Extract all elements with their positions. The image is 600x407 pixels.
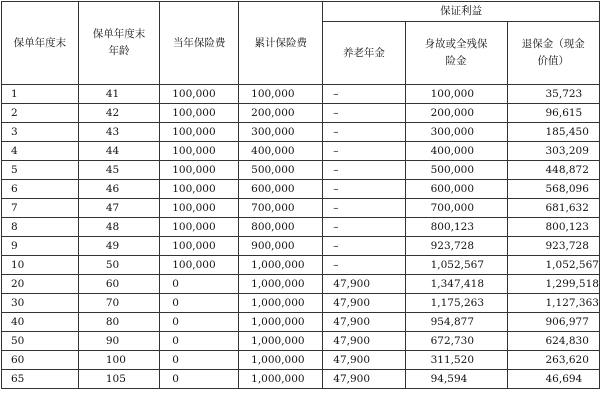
death-benefit-cell: 94,594: [405, 370, 507, 389]
header-annual-premium: 当年保险费: [160, 2, 239, 85]
table-row: [2, 256, 600, 275]
table-row: [2, 180, 600, 199]
age-cell: 41: [78, 85, 159, 104]
annual-premium-cell: 0: [160, 332, 239, 351]
year-end-cell: 7: [2, 199, 79, 218]
death-benefit-cell: 1,052,567: [405, 256, 507, 275]
year-end-cell: 10: [2, 256, 79, 275]
surrender-value-cell: 35,723: [507, 85, 600, 104]
pension-cell: 47,900: [323, 370, 405, 389]
annual-premium-cell: 100,000: [160, 218, 239, 237]
annual-premium-cell: 0: [160, 294, 239, 313]
annual-premium-cell: 100,000: [160, 85, 239, 104]
annual-premium-cell: 100,000: [160, 161, 239, 180]
pension-cell: 47,900: [323, 332, 405, 351]
cumulative-premium-cell: 1,000,000: [239, 370, 323, 389]
surrender-value-cell: 263,620: [507, 351, 600, 370]
age-cell: 43: [78, 123, 159, 142]
pension-cell: –: [323, 237, 405, 256]
table-row: [2, 85, 600, 104]
surrender-value-cell: 800,123: [507, 218, 600, 237]
age-cell: 80: [78, 313, 159, 332]
cumulative-premium-cell: 300,000: [239, 123, 323, 142]
death-benefit-cell: 1,175,263: [405, 294, 507, 313]
death-benefit-cell: 311,520: [405, 351, 507, 370]
pension-cell: 47,900: [323, 313, 405, 332]
year-end-cell: 4: [2, 142, 79, 161]
annual-premium-cell: 0: [160, 370, 239, 389]
pension-cell: –: [323, 199, 405, 218]
death-benefit-cell: 600,000: [405, 180, 507, 199]
surrender-value-cell: 185,450: [507, 123, 600, 142]
table-row: [2, 218, 600, 237]
cumulative-premium-cell: 700,000: [239, 199, 323, 218]
age-cell: 60: [78, 275, 159, 294]
year-end-cell: 50: [2, 332, 79, 351]
table-row: [2, 294, 600, 313]
death-benefit-cell: 200,000: [405, 104, 507, 123]
age-cell: 47: [78, 199, 159, 218]
header-year-end: 保单年度末: [2, 2, 79, 85]
annual-premium-cell: 100,000: [160, 199, 239, 218]
cumulative-premium-cell: 1,000,000: [239, 294, 323, 313]
header-age: 保单年度末年龄: [78, 2, 159, 85]
death-benefit-cell: 1,347,418: [405, 275, 507, 294]
table-row: [2, 313, 600, 332]
surrender-value-cell: 303,209: [507, 142, 600, 161]
annual-premium-cell: 100,000: [160, 142, 239, 161]
age-cell: 45: [78, 161, 159, 180]
pension-cell: 47,900: [323, 275, 405, 294]
year-end-cell: 30: [2, 294, 79, 313]
surrender-value-cell: 681,632: [507, 199, 600, 218]
pension-cell: –: [323, 180, 405, 199]
death-benefit-cell: 100,000: [405, 85, 507, 104]
year-end-cell: 8: [2, 218, 79, 237]
cumulative-premium-cell: 1,000,000: [239, 256, 323, 275]
death-benefit-cell: 923,728: [405, 237, 507, 256]
surrender-value-cell: 448,872: [507, 161, 600, 180]
table-row: [2, 275, 600, 294]
pension-cell: 47,900: [323, 294, 405, 313]
year-end-cell: 6: [2, 180, 79, 199]
year-end-cell: 2: [2, 104, 79, 123]
year-end-cell: 9: [2, 237, 79, 256]
cumulative-premium-cell: 100,000: [239, 85, 323, 104]
year-end-cell: 5: [2, 161, 79, 180]
cumulative-premium-cell: 1,000,000: [239, 351, 323, 370]
table-row: [2, 332, 600, 351]
surrender-value-cell: 568,096: [507, 180, 600, 199]
pension-cell: 47,900: [323, 351, 405, 370]
table-row: [2, 123, 600, 142]
annual-premium-cell: 100,000: [160, 180, 239, 199]
surrender-value-cell: 906,977: [507, 313, 600, 332]
table-row: [2, 142, 600, 161]
death-benefit-cell: 300,000: [405, 123, 507, 142]
cumulative-premium-cell: 1,000,000: [239, 275, 323, 294]
table-row: [2, 161, 600, 180]
year-end-cell: 40: [2, 313, 79, 332]
cumulative-premium-cell: 200,000: [239, 104, 323, 123]
death-benefit-cell: 954,877: [405, 313, 507, 332]
table-row: [2, 351, 600, 370]
annual-premium-cell: 100,000: [160, 104, 239, 123]
header-guaranteed-benefits: 保证利益: [323, 2, 600, 22]
year-end-cell: 1: [2, 85, 79, 104]
age-cell: 90: [78, 332, 159, 351]
age-cell: 42: [78, 104, 159, 123]
age-cell: 49: [78, 237, 159, 256]
age-cell: 44: [78, 142, 159, 161]
age-cell: 48: [78, 218, 159, 237]
death-benefit-cell: 400,000: [405, 142, 507, 161]
age-cell: 105: [78, 370, 159, 389]
header-surrender-value: 退保金（现金价值）: [507, 22, 600, 85]
table-body: [2, 85, 600, 389]
header-death-benefit: 身故或全残保险金: [405, 22, 507, 85]
cumulative-premium-cell: 800,000: [239, 218, 323, 237]
pension-cell: –: [323, 123, 405, 142]
year-end-cell: 3: [2, 123, 79, 142]
annual-premium-cell: 100,000: [160, 123, 239, 142]
header-cumulative-premium: 累计保险费: [239, 2, 323, 85]
death-benefit-cell: 500,000: [405, 161, 507, 180]
annual-premium-cell: 0: [160, 313, 239, 332]
cumulative-premium-cell: 600,000: [239, 180, 323, 199]
cumulative-premium-cell: 1,000,000: [239, 313, 323, 332]
cumulative-premium-cell: 900,000: [239, 237, 323, 256]
death-benefit-cell: 800,123: [405, 218, 507, 237]
pension-cell: –: [323, 104, 405, 123]
surrender-value-cell: 1,052,567: [507, 256, 600, 275]
pension-cell: –: [323, 256, 405, 275]
table-row: [2, 199, 600, 218]
year-end-cell: 20: [2, 275, 79, 294]
table-row: [2, 370, 600, 389]
annual-premium-cell: 0: [160, 351, 239, 370]
cumulative-premium-cell: 500,000: [239, 161, 323, 180]
age-cell: 100: [78, 351, 159, 370]
year-end-cell: 60: [2, 351, 79, 370]
cumulative-premium-cell: 1,000,000: [239, 332, 323, 351]
pension-cell: –: [323, 142, 405, 161]
cumulative-premium-cell: 400,000: [239, 142, 323, 161]
surrender-value-cell: 46,694: [507, 370, 600, 389]
annual-premium-cell: 100,000: [160, 256, 239, 275]
pension-cell: –: [323, 161, 405, 180]
age-cell: 50: [78, 256, 159, 275]
annual-premium-cell: 100,000: [160, 237, 239, 256]
age-cell: 46: [78, 180, 159, 199]
table-row: [2, 237, 600, 256]
surrender-value-cell: 1,127,363: [507, 294, 600, 313]
death-benefit-cell: 672,730: [405, 332, 507, 351]
pension-cell: –: [323, 218, 405, 237]
header-pension: 养老年金: [323, 22, 405, 85]
age-cell: 70: [78, 294, 159, 313]
year-end-cell: 65: [2, 370, 79, 389]
table-row: [2, 104, 600, 123]
surrender-value-cell: 96,615: [507, 104, 600, 123]
surrender-value-cell: 1,299,518: [507, 275, 600, 294]
surrender-value-cell: 624,830: [507, 332, 600, 351]
benefit-table: [1, 1, 600, 389]
death-benefit-cell: 700,000: [405, 199, 507, 218]
surrender-value-cell: 923,728: [507, 237, 600, 256]
annual-premium-cell: 0: [160, 275, 239, 294]
pension-cell: –: [323, 85, 405, 104]
